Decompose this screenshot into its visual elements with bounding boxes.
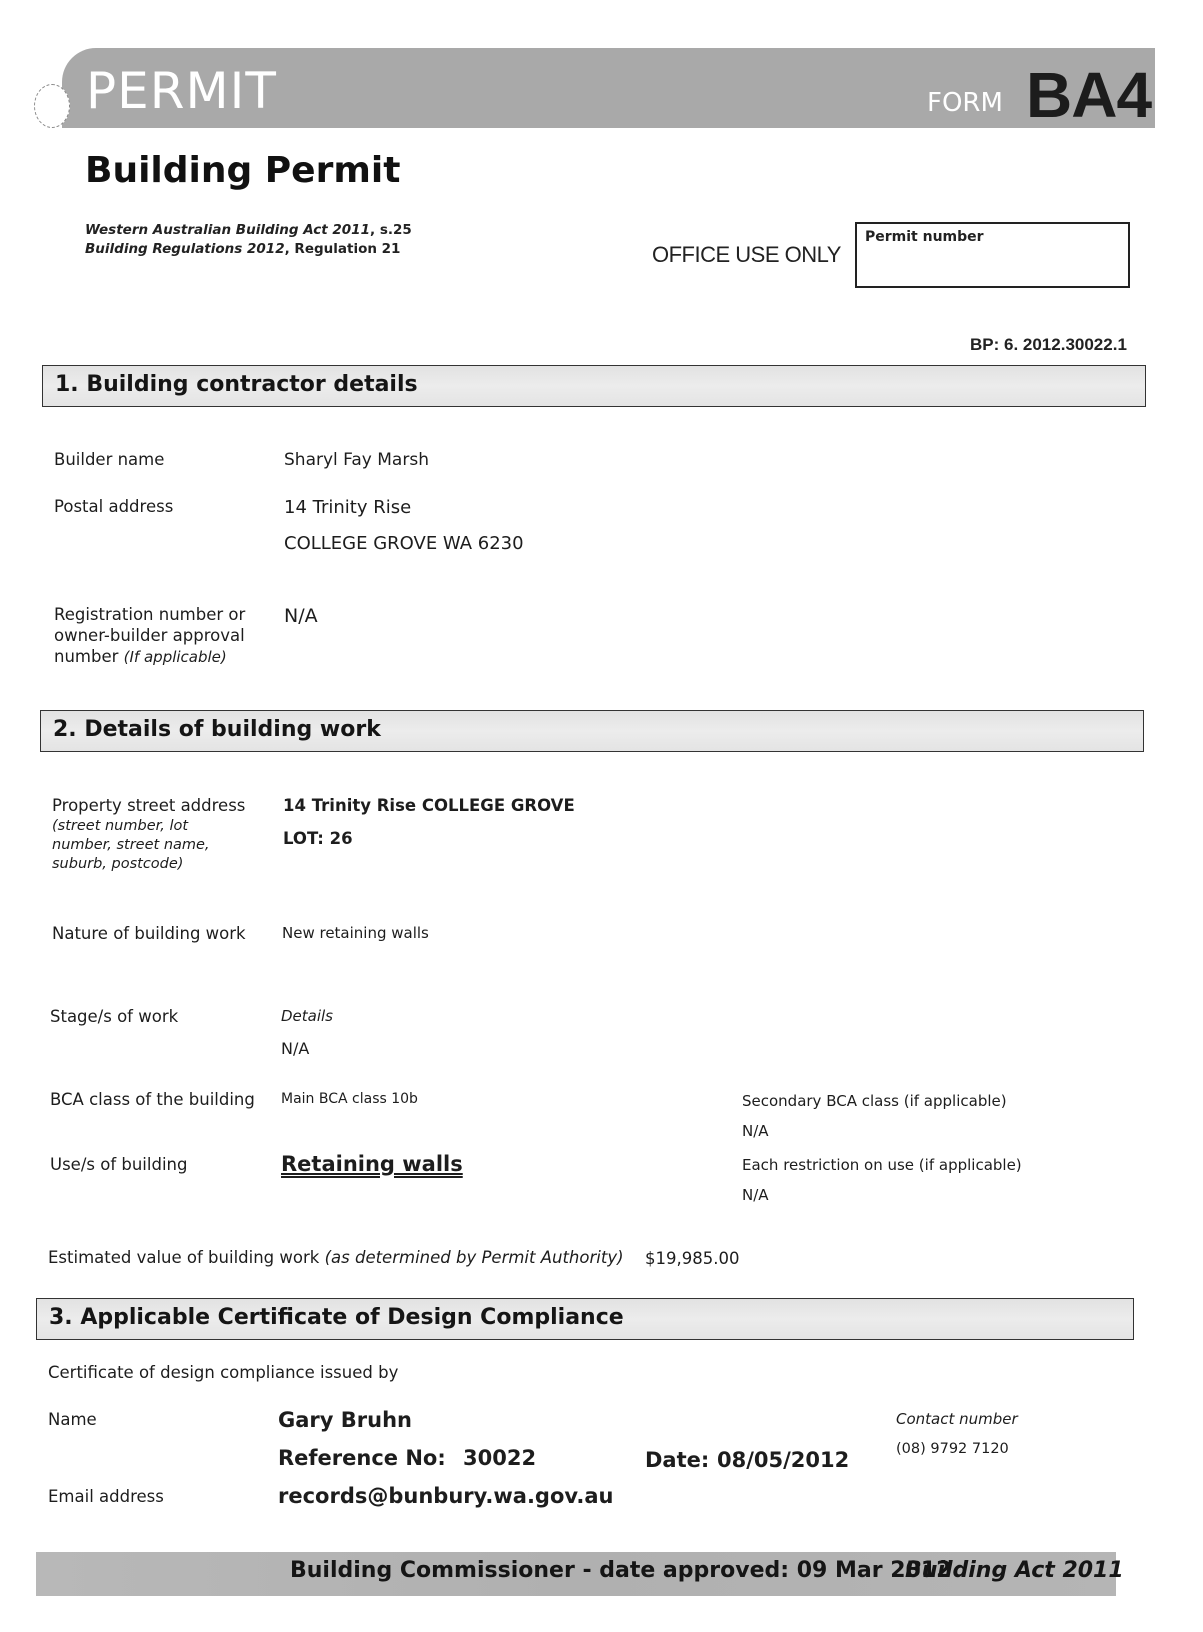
contact-number-label: Contact number <box>896 1410 1018 1428</box>
office-use-label: OFFICE USE ONLY <box>652 242 841 267</box>
issuer-name-label: Name <box>48 1410 97 1429</box>
bca-secondary-label: Secondary BCA class (if applicable) <box>742 1092 1007 1110</box>
permit-number-box[interactable] <box>855 222 1130 288</box>
banner-title: PERMIT <box>86 62 277 120</box>
registration-label-note: (If applicable) <box>123 648 227 666</box>
bca-class-label: BCA class of the building <box>50 1090 255 1109</box>
issuer-name-value: Gary Bruhn <box>278 1408 412 1432</box>
builder-name-value: Sharyl Fay Marsh <box>284 450 429 470</box>
building-act-text: Building Act 2011 <box>905 1558 1124 1583</box>
restriction-label: Each restriction on use (if applicable) <box>742 1156 1022 1174</box>
nature-of-work-label: Nature of building work <box>52 924 246 943</box>
builder-name-label: Builder name <box>54 450 165 469</box>
property-address-label: Property street address <box>52 796 246 815</box>
legislation-regulations: Building Regulations 2012 <box>85 241 285 257</box>
estimated-value-amount: $19,985.00 <box>645 1249 740 1268</box>
date-value: 08/05/2012 <box>717 1448 850 1472</box>
estimated-value-label <box>48 1248 624 1267</box>
property-address-note-line: suburb, postcode) <box>52 856 184 872</box>
section-2-header <box>40 710 1144 752</box>
section-2-title: 2. Details of building work <box>53 717 381 742</box>
email-address-value[interactable]: records@bunbury.wa.gov.au <box>278 1484 614 1508</box>
section-1-header <box>42 365 1146 407</box>
stages-label: Stage/s of work <box>50 1007 179 1026</box>
property-address-note <box>52 817 210 874</box>
email-address-label: Email address <box>48 1487 164 1506</box>
registration-label-line: Registration number or <box>54 605 246 624</box>
legislation-act: Western Australian Building Act 2011 <box>85 222 370 238</box>
bca-main-class: Main BCA class 10b <box>281 1091 418 1107</box>
postal-address-line-1: 14 Trinity Rise <box>284 497 412 518</box>
approval-date-text: Building Commissioner - date approved: 09 Mar 2012 <box>290 1558 952 1583</box>
nature-of-work-value: New retaining walls <box>282 924 429 942</box>
property-address-note-line: number, street name, <box>52 837 210 853</box>
bca-secondary-value: N/A <box>742 1122 769 1140</box>
section-3-header <box>36 1298 1134 1340</box>
postal-address-label: Postal address <box>54 497 174 516</box>
cdc-issued-by-label: Certificate of design compliance issued by <box>48 1363 399 1382</box>
form-code: BA4 <box>1026 59 1152 131</box>
estimated-value-text: Estimated value of building work <box>48 1248 325 1267</box>
estimated-value-note: (as determined by Permit Authority) <box>324 1248 624 1267</box>
reference-number-value: 30022 <box>463 1446 537 1470</box>
postal-address-line-2: COLLEGE GROVE WA 6230 <box>284 533 524 554</box>
legislation-section: , s.25 <box>369 222 412 238</box>
property-address-note-line: (street number, lot <box>52 818 189 834</box>
lot-value: LOT: 26 <box>283 829 353 848</box>
reference-number-label: Reference No: <box>278 1446 446 1470</box>
registration-label-line: owner-builder approval <box>54 626 245 645</box>
punch-hole-icon <box>34 84 70 128</box>
legislation-line-1 <box>85 222 412 238</box>
legislation-regulation-number: , Regulation 21 <box>284 241 401 257</box>
stages-value: N/A <box>281 1039 310 1058</box>
registration-label-text: number <box>54 647 124 666</box>
restriction-value: N/A <box>742 1186 769 1204</box>
property-address-value: 14 Trinity Rise COLLEGE GROVE <box>283 796 575 815</box>
stages-details-label: Details <box>281 1007 334 1025</box>
use-of-building-label: Use/s of building <box>50 1155 188 1174</box>
section-1-title: 1. Building contractor details <box>55 372 418 397</box>
date-label: Date: <box>645 1448 710 1472</box>
registration-label <box>54 604 245 668</box>
registration-value: N/A <box>284 605 318 627</box>
permit-number-label: Permit number <box>865 229 984 245</box>
section-3-title: 3. Applicable Certificate of Design Compliance <box>49 1305 624 1330</box>
contact-number-value: (08) 9792 7120 <box>896 1441 1009 1457</box>
use-of-building-value: Retaining walls <box>281 1152 463 1176</box>
bp-reference: BP: 6. 2012.30022.1 <box>970 335 1127 354</box>
registration-label-line <box>54 646 245 668</box>
legislation-line-2 <box>85 241 400 257</box>
document-title: Building Permit <box>85 150 401 191</box>
form-label: FORM <box>927 88 1003 118</box>
